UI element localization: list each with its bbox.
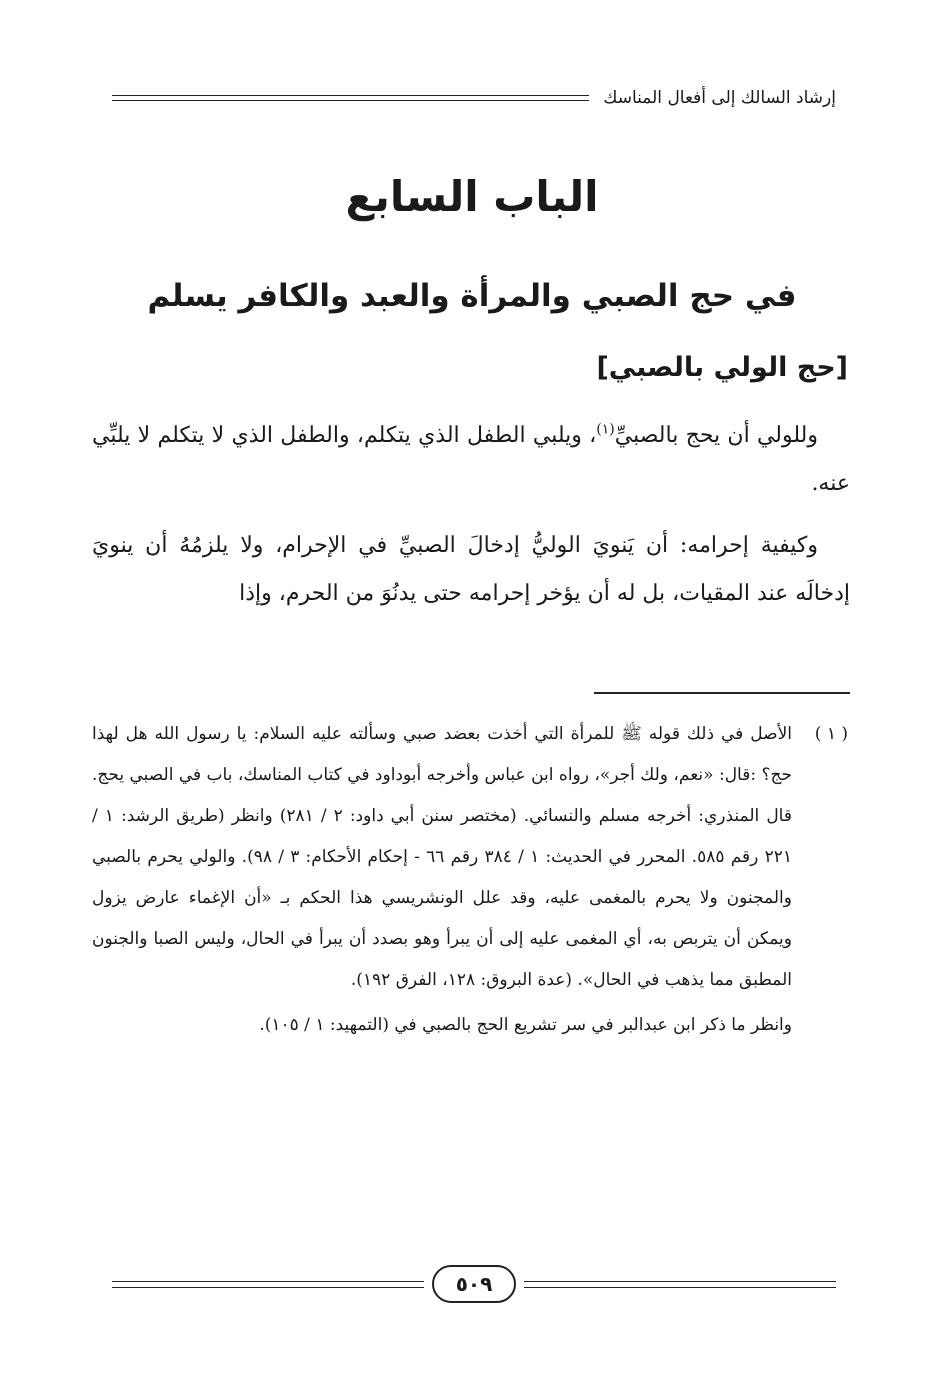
footnote-1	[92, 714, 848, 1001]
running-header	[112, 86, 836, 110]
footnote-reference: (١)	[596, 421, 615, 438]
paragraph-2: وكيفية إحرامه: أن يَنويَ الوليُّ إدخالَ الصبيِّ في الإحرام، ولا يلزمُهُ أن ينويَ إدخالَه عند المقيات، بل له أن يؤخر إحرامه حتى يدنُوَ من الحرم، وإذا	[92, 533, 850, 606]
footnote-1-extra: وانظر ما ذكر ابن عبدالبر في سر تشريع الحج بالصبي في (التمهيد: ١ / ١٠٥).	[259, 1015, 792, 1035]
section-heading: [حج الولي بالصبي]	[596, 352, 848, 383]
page-number: ٥٠٩	[432, 1265, 517, 1303]
footnote-1-number: ( ١ )	[814, 724, 848, 744]
chapter-title: الباب السابع	[345, 172, 599, 221]
page-footer	[112, 1262, 836, 1306]
footer-rule-left	[112, 1281, 424, 1288]
paragraph-1-end: ، ويلبي الطفل الذي يتكلم، والطفل الذي لا يتكلم لا يلبِّي عنه.	[92, 423, 850, 496]
header-title: إرشاد السالك إلى أفعال المناسك	[603, 88, 836, 108]
chapter-subtitle: في حج الصبي والمرأة والعبد والكافر يسلم	[147, 278, 797, 314]
footnote-1-text: الأصل في ذلك قوله ﷺ للمرأة التي أخذت بعضد صبي وسألته عليه السلام: يا رسول الله هل لهذا حج؟ :قال: «نعم، ولك أجر»، رواه ابن عباس وأخرجه أبوداود في كتاب المناسك، باب في الصبي يحج. قال المنذري: أخرجه مسلم والنسائي. (مختصر سنن أبي داود: ٢ / ٢٨١) وانظر (طريق الرشد: ١ / ٢٢١ رقم ٥٨٥. المحرر في الحديث: ١ / ٣٨٤ رقم ٦٦ - إحكام الأحكام: ٣ / ٩٨). والولي يحرم بالصبي والمجنون ولا يحرم بالمغمى عليه، وقد علل الونشريسي هذا الحكم بـ «أن الإغماء عارض يزول ويمكن أن يتربص به، أي المغمى عليه إلى أن يبرأ وهو بصدد أن يبرأ في الحال، وليس الصبا والجنون المطبق مما يذهب في الحال». (عدة البروق: ١٢٨، الفرق ١٩٢).	[92, 724, 793, 990]
header-rule	[112, 95, 589, 101]
body-text	[92, 412, 850, 632]
footnotes	[92, 714, 848, 1046]
footnote-separator	[594, 692, 850, 694]
paragraph-1	[92, 412, 850, 508]
footer-rule-right	[524, 1281, 836, 1288]
paragraph-1-start: وللولي أن يحج بالصبيِّ	[614, 423, 818, 448]
